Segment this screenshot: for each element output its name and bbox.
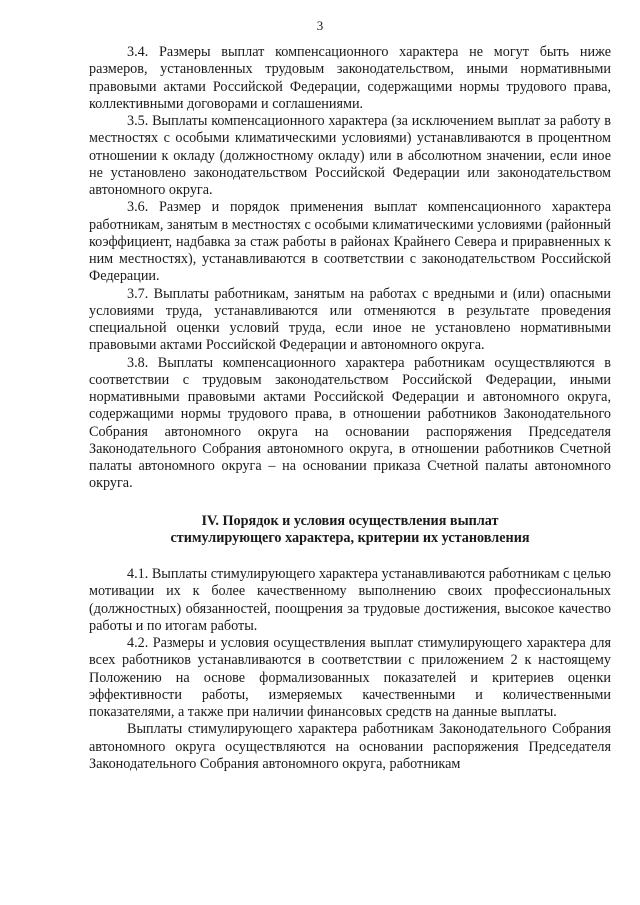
paragraph-4-1: 4.1. Выплаты стимулирующего характера устанавливаются работникам с целью мотивации их к более качественному выполнению своих профессиональных (должностных) обязанностей, поощрения за трудовые достижения, высокое качество работы и по итогам работы. [89, 566, 611, 634]
paragraph-3-5: 3.5. Выплаты компенсационного характера (за исключением выплат за работу в местностях с особыми климатическими условиями) устанавливаются в процентном отношении к окладу (должностному окладу) или в абсолютном значении, если иное не установлено законодательством Российской Федерации или законодательством автономного округа. [89, 113, 611, 198]
paragraph-3-4: 3.4. Размеры выплат компенсационного характера не могут быть ниже размеров, установленных трудовым законодательством, иными нормативными правовыми актами Российской Федерации, содержащими нормы трудового права, коллективными договорами и соглашениями. [89, 44, 611, 112]
paragraph-3-6: 3.6. Размер и порядок применения выплат компенсационного характера работникам, занятым в местностях с особыми климатическими условиями (районный коэффициент, надбавка за стаж работы в районах Крайнего Севера и приравненных к ним местностях), устанавливаются в соответствии с законодательством Российской Федерации. [89, 199, 611, 285]
paragraph-3-8: 3.8. Выплаты компенсационного характера работникам осуществляются в соответствии с трудовым законодательством Российской Федерации, иными нормативными правовыми актами Российской Федерации и автономного округа, содержащими нормы трудового права, в отношении работников Законодательного Собрания автономного округа на основании распоряжения Председателя Законодательного Собрания автономного округа, в отношении работников Счетной палаты автономного округа – на основании приказа Счетной палаты автономного округа. [89, 354, 611, 492]
section-heading-line-1: IV. Порядок и условия осуществления выплат [201, 512, 499, 529]
paragraph-4-2: 4.2. Размеры и условия осуществления выплат стимулирующего характера для всех работников устанавливаются в соответствии с приложением 2 к настоящему Положению на основе формализованных показателей и критериев оценки эффективности работы, измеряемых качественными и количественными показателями, а также при наличии финансовых средств на данные выплаты. [89, 635, 611, 720]
paragraph-3-7: 3.7. Выплаты работникам, занятым на работах с вредными и (или) опасными условиями труда, устанавливаются или отменяются в результате проведения специальной оценки условий труда, если иное не установлено нормативными правовыми актами Российской Федерации и автономного округа. [89, 285, 611, 354]
document-body [89, 44, 611, 773]
section-heading [89, 513, 611, 548]
paragraph-4-2-continued: Выплаты стимулирующего характера работникам Законодательного Собрания автономного округа осуществляются на основании распоряжения Председателя Законодательного Собрания автономного округа, работникам [89, 721, 611, 772]
page-number: 3 [316, 18, 324, 33]
section-heading-line-2: стимулирующего характера, критерии их установления [170, 529, 530, 546]
